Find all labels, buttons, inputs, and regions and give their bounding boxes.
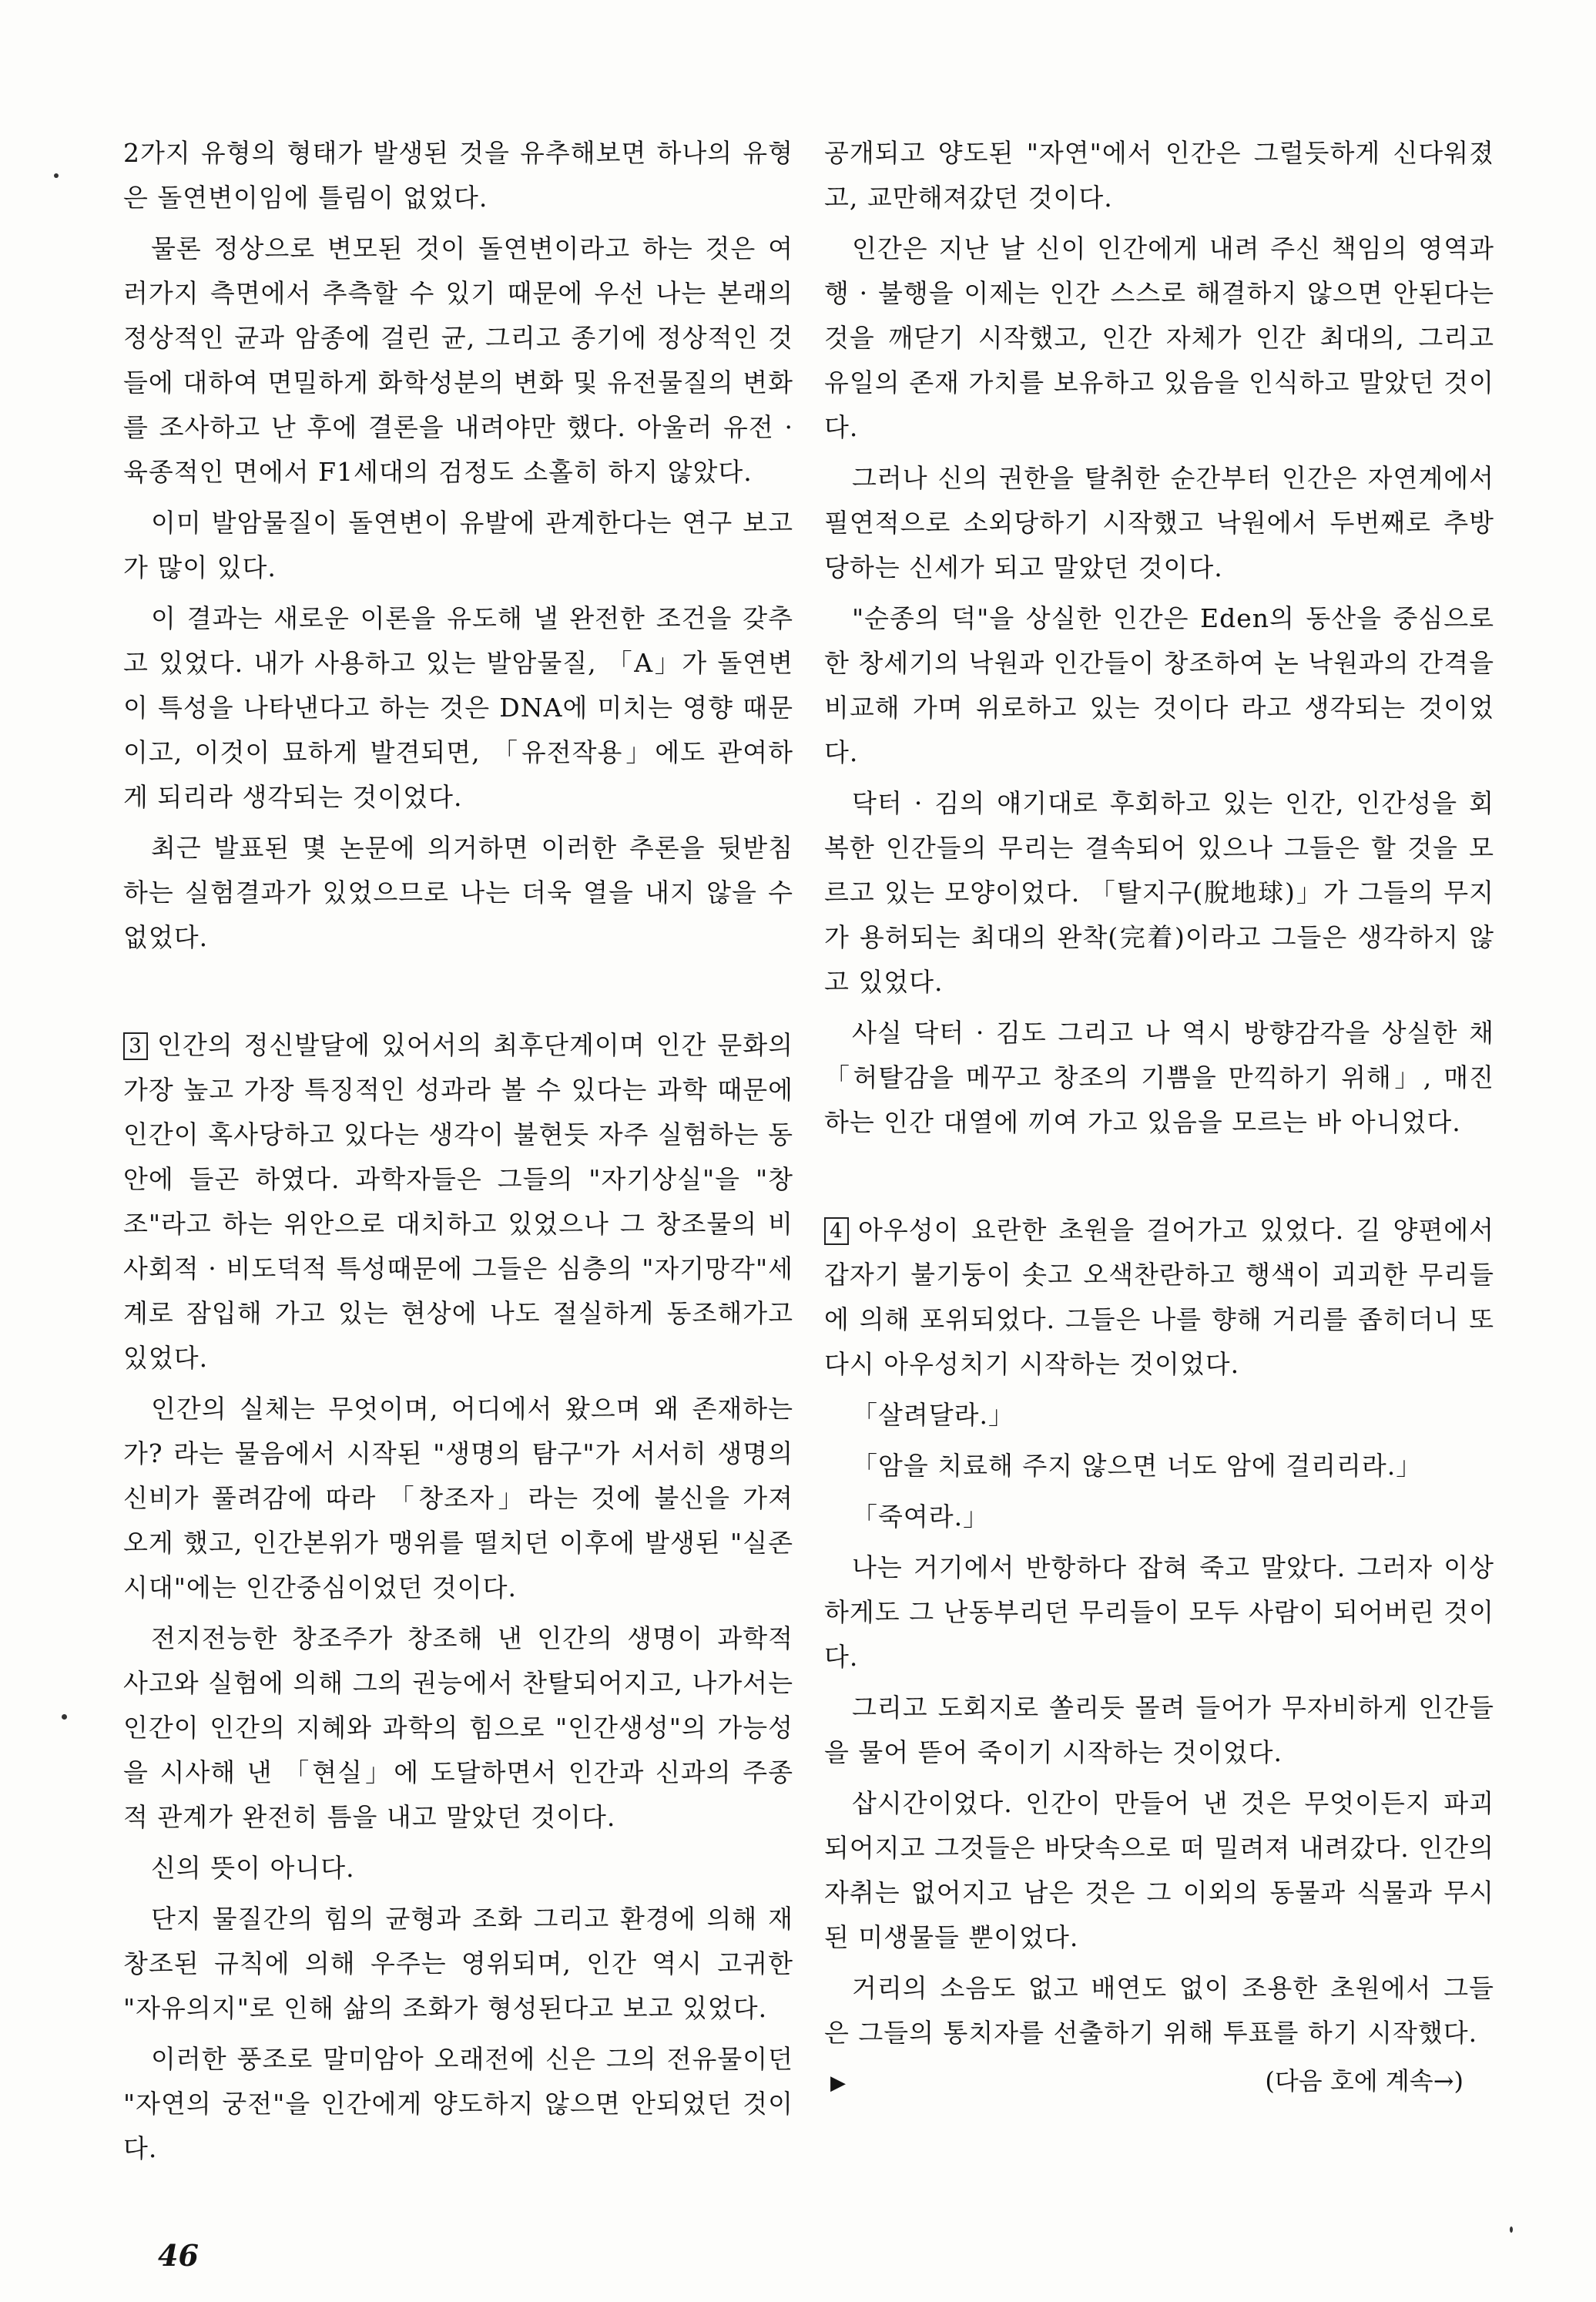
paragraph: 닥터 · 김의 얘기대로 후회하고 있는 인간, 인간성을 회복한 인간들의 무리는 결속되어 있으나 그들은 할 것을 모르고 있는 모양이었다. 「탈지구(脫地球)」가 그들의 무지가 용허되는 최대의 완착(完着)이라고 그들은 생각하지 않고 있었다. bbox=[824, 788, 1494, 997]
paragraph: 물론 정상으로 변모된 것이 돌연변이라고 하는 것은 여러가지 측면에서 추측할 수 있기 때문에 우선 나는 본래의 정상적인 균과 암종에 걸린 균, 그리고 종기에 정상적인 것들에 대하여 면밀하게 화학성분의 변화 및 유전물질의 변화를 조사하고 난 후에 결론을 내려야만 했다. 아울러 유전 · 육종적인 면에서 F1세대의 검정도 소홀히 하지 않았다. bbox=[123, 233, 793, 487]
continued-notice: (다음 호에 계속→) bbox=[1265, 2066, 1464, 2096]
paragraph: 2가지 유형의 형태가 발생된 것을 유추해보면 하나의 유형은 돌연변이임에 틀림이 없었다. bbox=[123, 138, 793, 213]
paragraph: 사실 닥터 · 김도 그리고 나 역시 방향감각을 상실한 채 「허탈감을 메꾸고 창조의 기쁨을 만끽하기 위해」, 매진하는 인간 대열에 끼여 가고 있음을 모르는 바 아니었다. bbox=[824, 1018, 1494, 1137]
section-number-3: 3 bbox=[123, 1032, 148, 1060]
print-speck bbox=[62, 1714, 67, 1720]
print-speck bbox=[54, 173, 59, 178]
page-number: 46 bbox=[158, 2238, 199, 2273]
paragraph: 나는 거기에서 반항하다 잡혀 죽고 말았다. 그러자 이상하게도 그 난동부리던 무리들이 모두 사람이 되어버린 것이다. bbox=[824, 1552, 1494, 1672]
section-gap bbox=[123, 966, 793, 1023]
paragraph: 그러나 신의 권한을 탈취한 순간부터 인간은 자연계에서 필연적으로 소외당하기 시작했고 낙원에서 두번째로 추방당하는 신세가 되고 말았던 것이다. bbox=[824, 463, 1494, 582]
right-column bbox=[824, 131, 1494, 2097]
paragraph: "순종의 덕"을 상실한 인간은 Eden의 동산을 중심으로 한 창세기의 낙원과 인간들이 창조하여 논 낙원과의 간격을 비교해 가며 위로하고 있는 것이다 라고 생각되는 것이었다. bbox=[824, 603, 1494, 767]
paragraph: 공개되고 양도된 "자연"에서 인간은 그럴듯하게 신다워졌고, 교만해져갔던 것이다. bbox=[824, 138, 1494, 213]
paragraph: 인간은 지난 날 신이 인간에게 내려 주신 책임의 영역과 행 · 불행을 이제는 인간 스스로 해결하지 않으면 안된다는 것을 깨닫기 시작했고, 인간 자체가 인간 최대의, 그리고 유일의 존재 가치를 보유하고 있음을 인식하고 말았던 것이다. bbox=[824, 233, 1494, 442]
left-column bbox=[123, 131, 793, 2177]
section-gap bbox=[824, 1151, 1494, 1208]
continued-row bbox=[824, 2062, 1494, 2097]
section-3-opening bbox=[123, 1023, 793, 1381]
section-4-opening bbox=[824, 1208, 1494, 1387]
paragraph: 거리의 소음도 없고 배연도 없이 조용한 초원에서 그들은 그들의 통치자를 선출하기 위해 투표를 하기 시작했다. bbox=[824, 1973, 1494, 2048]
paragraph: 단지 물질간의 힘의 균형과 조화 그리고 환경에 의해 재 창조된 규칙에 의해 우주는 영위되며, 인간 역시 고귀한 "자유의지"로 인해 삶의 조화가 형성된다고 보고 있었다. bbox=[123, 1904, 793, 2023]
paragraph: 신의 뜻이 아니다. bbox=[151, 1853, 355, 1883]
section-number-4: 4 bbox=[824, 1217, 849, 1245]
paragraph-text: 아우성이 요란한 초원을 걸어가고 있었다. 길 양편에서 갑자기 불기둥이 솟고 오색찬란하고 행색이 괴괴한 무리들에 의해 포위되었다. 그들은 나를 향해 거리를 좁히더니 또 다시 아우성치기 시작하는 것이었다. bbox=[824, 1215, 1494, 1379]
print-speck bbox=[1510, 2226, 1513, 2233]
paragraph: 삽시간이었다. 인간이 만들어 낸 것은 무엇이든지 파괴되어지고 그것들은 바닷속으로 떠 밀려져 내려갔다. 인간의 자취는 없어지고 남은 것은 그 이외의 동물과 식물과 무시된 미생물들 뿐이었다. bbox=[824, 1788, 1494, 1952]
paragraph: 인간의 실체는 무엇이며, 어디에서 왔으며 왜 존재하는가? 라는 물음에서 시작된 "생명의 탐구"가 서서히 생명의 신비가 풀려감에 따라 「창조자」라는 것에 불신을 가져 오게 했고, 인간본위가 맹위를 떨치던 이후에 발생된 "실존시대"에는 인간중심이었던 것이다. bbox=[123, 1394, 793, 1602]
paragraph: 이러한 풍조로 말미암아 오래전에 신은 그의 전유물이던 "자연의 궁전"을 인간에게 양도하지 않으면 안되었던 것이다. bbox=[123, 2044, 793, 2163]
dialogue-line: 「죽여라.」 bbox=[852, 1502, 990, 1532]
paragraph-text: 인간의 정신발달에 있어서의 최후단계이며 인간 문화의 가장 높고 가장 특징적인 성과라 볼 수 있다는 과학 때문에 인간이 혹사당하고 있다는 생각이 불현듯 자주 실험하는 동안에 들곤 하였다. 과학자들은 그들의 "자기상실"을 "창조"라고 하는 위안으로 대치하고 있었으나 그 창조물의 비사회적 · 비도덕적 특성때문에 그들은 심층의 "자기망각"세계로 잠입해 가고 있는 현상에 나도 절실하게 동조해가고 있었다. bbox=[123, 1030, 793, 1373]
paragraph: 전지전능한 창조주가 창조해 낸 인간의 생명이 과학적 사고와 실험에 의해 그의 권능에서 찬탈되어지고, 나가서는 인간이 인간의 지혜와 과학의 힘으로 "인간생성"의 가능성을 시사해 낸 「현실」에 도달하면서 인간과 신과의 주종적 관계가 완전히 틈을 내고 말았던 것이다. bbox=[123, 1623, 793, 1832]
dialogue-line: 「살려달라.」 bbox=[852, 1400, 1015, 1430]
paragraph: 이미 발암물질이 돌연변이 유발에 관계한다는 연구 보고가 많이 있다. bbox=[123, 508, 793, 582]
paragraph: 그리고 도회지로 쏠리듯 몰려 들어가 무자비하게 인간들을 물어 뜯어 죽이기 시작하는 것이었다. bbox=[824, 1693, 1494, 1767]
end-marker-icon: ▶ bbox=[830, 2072, 846, 2095]
paragraph: 최근 발표된 몇 논문에 의거하면 이러한 추론을 뒷받침하는 실험결과가 있었으므로 나는 더욱 열을 내지 않을 수 없었다. bbox=[123, 833, 793, 952]
dialogue-line: 「암을 치료해 주지 않으면 너도 암에 걸리리라.」 bbox=[852, 1451, 1423, 1481]
paragraph: 이 결과는 새로운 이론을 유도해 낼 완전한 조건을 갖추고 있었다. 내가 사용하고 있는 발암물질, 「A」가 돌연변이 특성을 나타낸다고 하는 것은 DNA에 미치는 영향 때문이고, 이것이 묘하게 발견되면, 「유전작용」에도 관여하게 되리라 생각되는 것이었다. bbox=[123, 603, 793, 812]
